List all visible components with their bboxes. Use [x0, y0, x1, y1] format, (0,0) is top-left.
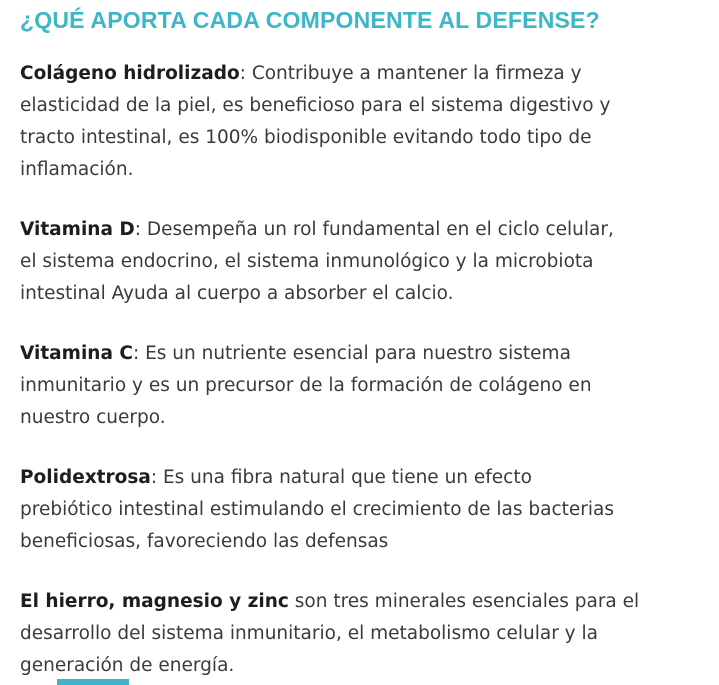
- paragraph-lead: El hierro, magnesio y zinc: [20, 591, 289, 612]
- paragraph-vitamina-d: [20, 214, 699, 310]
- paragraph-lead: Vitamina D: [20, 219, 135, 240]
- paragraph-line: nuestro cuerpo.: [20, 407, 166, 428]
- paragraph-lead: Colágeno hidrolizado: [20, 63, 240, 84]
- paragraph-line: prebiótico intestinal estimulando el crecimiento de las bacterias: [20, 499, 615, 520]
- paragraph-line: inflamación.: [20, 159, 134, 180]
- paragraph-colageno: [20, 58, 699, 186]
- paragraph-text: : Contribuye a mantener la firmeza y: [239, 63, 582, 84]
- paragraph-polidextrosa: [20, 462, 699, 558]
- paragraph-lead: Vitamina C: [20, 343, 133, 364]
- paragraph-line: desarrollo del sistema inmunitario, el metabolismo celular y la: [20, 623, 598, 644]
- paragraph-line: inmunitario y es un precursor de la formación de colágeno en: [20, 375, 592, 396]
- paragraph-minerales: [20, 586, 699, 682]
- paragraph-line: tracto intestinal, es 100% biodisponible evitando todo tipo de: [20, 127, 592, 148]
- next-section-heading-cutoff: [57, 679, 129, 685]
- paragraph-line: el sistema endocrino, el sistema inmunológico y la microbiota: [20, 251, 594, 272]
- paragraph-text: : Desempeña un rol fundamental en el ciclo celular,: [134, 219, 614, 240]
- paragraph-line: generación de energía.: [20, 655, 235, 676]
- paragraph-lead: Polidextrosa: [20, 467, 151, 488]
- page-title: ¿QUÉ APORTA CADA COMPONENTE AL DEFENSE?: [20, 7, 600, 33]
- paragraph-text: : Es un nutriente esencial para nuestro sistema: [132, 343, 571, 364]
- paragraph-vitamina-c: [20, 338, 699, 434]
- paragraph-text: : Es una fibra natural que tiene un efecto: [150, 467, 532, 488]
- paragraph-text: son tres minerales esenciales para el: [288, 591, 640, 612]
- paragraph-line: intestinal Ayuda al cuerpo a absorber el calcio.: [20, 283, 454, 304]
- paragraph-line: beneficiosas, favoreciendo las defensas: [20, 531, 389, 552]
- paragraph-line: elasticidad de la piel, es beneficioso para el sistema digestivo y: [20, 95, 611, 116]
